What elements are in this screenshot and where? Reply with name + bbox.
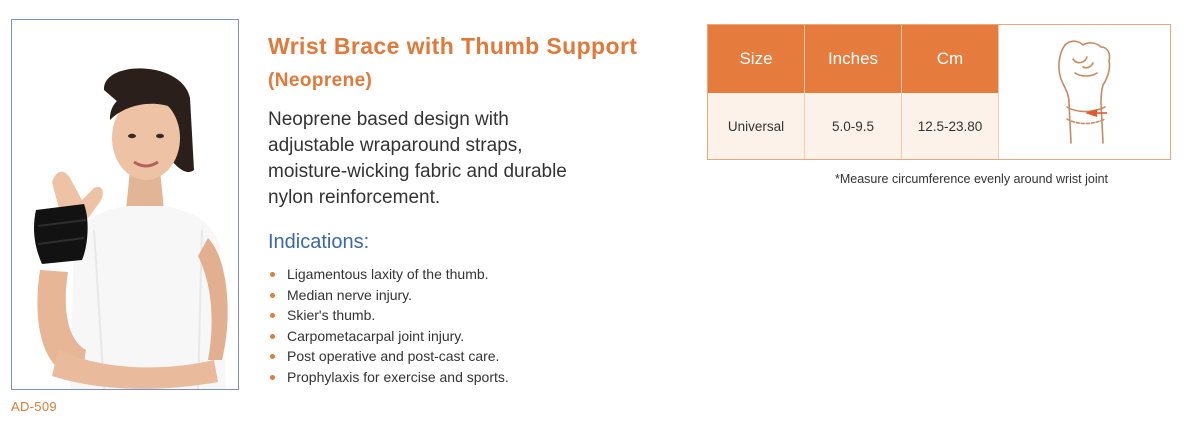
size-chart-table [707, 24, 1171, 160]
size-value: Universal [708, 93, 805, 159]
wrist-diagram-cell [999, 25, 1170, 159]
indication-item: Median nerve injury. [268, 285, 509, 306]
wrist-measurement-icon [1045, 33, 1125, 151]
indication-item: Prophylaxis for exercise and sports. [268, 367, 509, 388]
indication-item: Carpometacarpal joint injury. [268, 326, 509, 347]
product-title-main: Wrist Brace with Thumb Support [268, 33, 638, 59]
indication-item: Ligamentous laxity of the thumb. [268, 264, 509, 285]
measurement-footnote: *Measure circumference evenly around wrist joint [835, 172, 1109, 186]
product-photo [11, 19, 239, 390]
indications-list [268, 264, 509, 387]
product-title-material: (Neoprene) [268, 70, 373, 91]
product-description: Neoprene based design with adjustable wraparound straps, moisture-wicking fabric and durable nylon reinforcement. [268, 109, 567, 208]
cm-value: 12.5-23.80 [902, 93, 999, 159]
indication-item: Post operative and post-cast care. [268, 346, 509, 367]
model-wearing-brace-image [12, 20, 238, 389]
indication-item: Skier's thumb. [268, 305, 509, 326]
inches-value: 5.0-9.5 [805, 93, 902, 159]
indications-heading: Indications: [268, 231, 370, 253]
inches-header: Inches [805, 25, 902, 93]
cm-header: Cm [902, 25, 999, 93]
product-title [268, 30, 668, 97]
product-code: AD-509 [11, 399, 57, 414]
size-header: Size [708, 25, 805, 93]
